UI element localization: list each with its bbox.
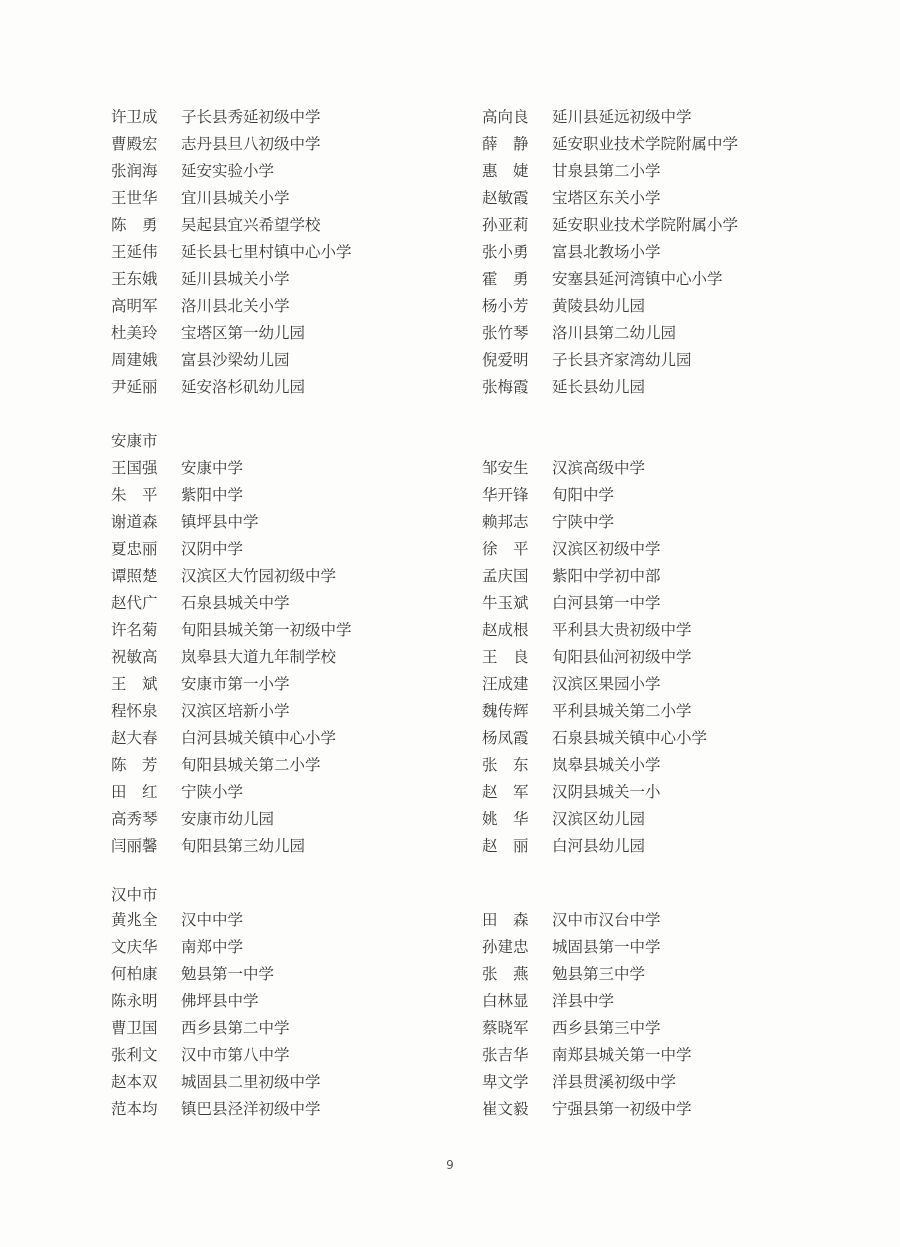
person-name: 崔文毅: [482, 1100, 529, 1118]
list-item: [482, 752, 661, 779]
school-name: 富县北教场小学: [552, 243, 661, 261]
list-row: [0, 1096, 900, 1123]
list-row: [0, 212, 900, 239]
list-item: [111, 185, 290, 212]
page-number: 9: [446, 1158, 454, 1172]
list-item: [482, 1015, 661, 1042]
section-title-ankang: 安康市: [111, 432, 158, 450]
list-item: [482, 988, 614, 1015]
school-name: 镇巴县泾洋初级中学: [181, 1100, 321, 1118]
person-name: 姚 华: [482, 810, 529, 828]
school-name: 延安洛杉矶幼儿园: [181, 378, 306, 396]
school-name: 汉中市第八中学: [181, 1046, 290, 1064]
school-name: 黄陵县幼儿园: [552, 297, 646, 315]
person-name: 王国强: [111, 459, 158, 477]
person-name: 徐 平: [482, 540, 529, 558]
list-row: [0, 131, 900, 158]
school-name: 延长县幼儿园: [552, 378, 646, 396]
school-name: 平利县大贵初级中学: [552, 621, 692, 639]
list-item: [482, 590, 661, 617]
school-name: 白河县第一中学: [552, 594, 661, 612]
list-row: [0, 185, 900, 212]
school-name: 石泉县城关镇中心小学: [552, 729, 708, 747]
school-name: 安塞县延河湾镇中心小学: [552, 270, 723, 288]
school-name: 延川县城关小学: [181, 270, 290, 288]
list-row: [0, 833, 900, 860]
list-row: [0, 293, 900, 320]
list-item: [482, 563, 661, 590]
school-name: 岚皋县大道九年制学校: [181, 648, 337, 666]
list-row: [0, 698, 900, 725]
school-name: 石泉县城关中学: [181, 594, 290, 612]
list-item: [111, 563, 336, 590]
school-name: 延长县七里村镇中心小学: [181, 243, 352, 261]
school-name: 旬阳中学: [552, 486, 615, 504]
school-name: 延安职业技术学院附属小学: [552, 216, 739, 234]
school-name: 旬阳县第三幼儿园: [181, 837, 306, 855]
person-name: 孙建忠: [482, 938, 529, 956]
person-name: 周建娥: [111, 351, 158, 369]
list-row: [0, 158, 900, 185]
list-item: [111, 934, 243, 961]
person-name: 邹安生: [482, 459, 529, 477]
list-row: [0, 725, 900, 752]
school-name: 汉滨区幼儿园: [552, 810, 646, 828]
school-name: 宁强县第一初级中学: [552, 1100, 692, 1118]
school-name: 旬阳县城关第二小学: [181, 756, 321, 774]
school-name: 志丹县旦八初级中学: [181, 135, 321, 153]
section-title-hanzhong: 汉中市: [111, 886, 158, 904]
person-name: 许名菊: [111, 621, 158, 639]
list-item: [111, 1015, 290, 1042]
person-name: 赵大春: [111, 729, 158, 747]
hanzhong-list: [0, 907, 900, 1123]
person-name: 王东娥: [111, 270, 158, 288]
list-item: [111, 590, 290, 617]
person-name: 惠 婕: [482, 162, 529, 180]
list-item: [111, 671, 290, 698]
list-item: [111, 988, 259, 1015]
list-item: [482, 104, 692, 131]
person-name: 张润海: [111, 162, 158, 180]
list-item: [482, 1042, 692, 1069]
person-name: 文庆华: [111, 938, 158, 956]
school-name: 西乡县第三中学: [552, 1019, 661, 1037]
person-name: 孙亚莉: [482, 216, 529, 234]
list-item: [111, 509, 259, 536]
list-item: [111, 806, 274, 833]
list-row: [0, 509, 900, 536]
list-item: [482, 320, 676, 347]
person-name: 赵 军: [482, 783, 529, 801]
list-row: [0, 1069, 900, 1096]
list-item: [482, 1096, 692, 1123]
school-name: 白河县城关镇中心小学: [181, 729, 337, 747]
school-name: 汉滨区大竹园初级中学: [181, 567, 337, 585]
list-item: [111, 536, 243, 563]
list-item: [482, 158, 661, 185]
person-name: 倪爱明: [482, 351, 529, 369]
list-row: [0, 806, 900, 833]
school-name: 汉中市汉台中学: [552, 911, 661, 929]
list-item: [482, 644, 692, 671]
person-name: 朱 平: [111, 486, 158, 504]
list-item: [482, 671, 661, 698]
list-item: [111, 320, 305, 347]
list-item: [111, 1096, 321, 1123]
list-row: [0, 482, 900, 509]
list-item: [111, 1042, 290, 1069]
ankang-list: [0, 455, 900, 860]
school-name: 延安实验小学: [181, 162, 275, 180]
list-item: [482, 509, 614, 536]
person-name: 牛玉斌: [482, 594, 529, 612]
list-row: [0, 104, 900, 131]
school-name: 安康中学: [181, 459, 244, 477]
list-item: [482, 1069, 676, 1096]
list-item: [482, 212, 738, 239]
list-item: [482, 833, 645, 860]
school-name: 安康市幼儿园: [181, 810, 275, 828]
school-name: 旬阳县城关第一初级中学: [181, 621, 352, 639]
list-item: [111, 961, 274, 988]
list-item: [482, 536, 661, 563]
list-item: [482, 455, 645, 482]
list-item: [111, 158, 274, 185]
list-item: [482, 907, 661, 934]
person-name: 杜美玲: [111, 324, 158, 342]
person-name: 高明军: [111, 297, 158, 315]
person-name: 高向良: [482, 108, 529, 126]
list-row: [0, 671, 900, 698]
list-item: [111, 907, 243, 934]
list-item: [111, 374, 305, 401]
school-name: 汉滨区果园小学: [552, 675, 661, 693]
person-name: 陈 勇: [111, 216, 158, 234]
list-item: [482, 482, 614, 509]
person-name: 谢道森: [111, 513, 158, 531]
person-name: 张小勇: [482, 243, 529, 261]
school-name: 宝塔区第一幼儿园: [181, 324, 306, 342]
person-name: 许卫成: [111, 108, 158, 126]
list-row: [0, 1015, 900, 1042]
school-name: 汉滨区培新小学: [181, 702, 290, 720]
person-name: 黄兆全: [111, 911, 158, 929]
school-name: 城固县第一中学: [552, 938, 661, 956]
person-name: 田 森: [482, 911, 529, 929]
school-name: 南郑中学: [181, 938, 244, 956]
list-item: [111, 293, 290, 320]
yanan-list: [0, 104, 900, 401]
school-name: 汉阴中学: [181, 540, 244, 558]
school-name: 子长县秀延初级中学: [181, 108, 321, 126]
school-name: 汉中中学: [181, 911, 244, 929]
person-name: 王世华: [111, 189, 158, 207]
school-name: 洋县贯溪初级中学: [552, 1073, 677, 1091]
list-item: [482, 617, 692, 644]
school-name: 宁陕小学: [181, 783, 244, 801]
list-item: [111, 644, 336, 671]
person-name: 赵代广: [111, 594, 158, 612]
person-name: 薛 静: [482, 135, 529, 153]
person-name: 程怀泉: [111, 702, 158, 720]
person-name: 夏忠丽: [111, 540, 158, 558]
person-name: 王延伟: [111, 243, 158, 261]
list-item: [482, 698, 692, 725]
list-row: [0, 239, 900, 266]
list-item: [482, 934, 661, 961]
list-item: [111, 833, 305, 860]
list-row: [0, 907, 900, 934]
list-item: [482, 293, 645, 320]
list-item: [482, 185, 661, 212]
school-name: 西乡县第二中学: [181, 1019, 290, 1037]
list-item: [111, 779, 243, 806]
list-item: [111, 1069, 321, 1096]
school-name: 洛川县北关小学: [181, 297, 290, 315]
list-item: [111, 131, 321, 158]
school-name: 城固县二里初级中学: [181, 1073, 321, 1091]
person-name: 霍 勇: [482, 270, 529, 288]
school-name: 子长县齐家湾幼儿园: [552, 351, 692, 369]
person-name: 白林显: [482, 992, 529, 1010]
list-row: [0, 266, 900, 293]
school-name: 紫阳中学: [181, 486, 244, 504]
school-name: 安康市第一小学: [181, 675, 290, 693]
person-name: 高秀琴: [111, 810, 158, 828]
person-name: 汪成建: [482, 675, 529, 693]
person-name: 闫丽馨: [111, 837, 158, 855]
list-item: [111, 347, 290, 374]
person-name: 陈永明: [111, 992, 158, 1010]
person-name: 赵本双: [111, 1073, 158, 1091]
list-item: [111, 617, 352, 644]
person-name: 孟庆国: [482, 567, 529, 585]
list-row: [0, 374, 900, 401]
person-name: 祝敏高: [111, 648, 158, 666]
list-item: [111, 239, 352, 266]
school-name: 洋县中学: [552, 992, 615, 1010]
list-item: [482, 131, 738, 158]
person-name: 范本均: [111, 1100, 158, 1118]
person-name: 陈 芳: [111, 756, 158, 774]
person-name: 张利文: [111, 1046, 158, 1064]
school-name: 延安职业技术学院附属中学: [552, 135, 739, 153]
person-name: 张 燕: [482, 965, 529, 983]
list-row: [0, 988, 900, 1015]
school-name: 旬阳县仙河初级中学: [552, 648, 692, 666]
school-name: 甘泉县第二小学: [552, 162, 661, 180]
person-name: 曹殿宏: [111, 135, 158, 153]
list-row: [0, 961, 900, 988]
school-name: 勉县第一中学: [181, 965, 275, 983]
list-row: [0, 536, 900, 563]
person-name: 张竹琴: [482, 324, 529, 342]
list-row: [0, 644, 900, 671]
person-name: 卑文学: [482, 1073, 529, 1091]
list-item: [111, 725, 336, 752]
list-row: [0, 320, 900, 347]
person-name: 魏传辉: [482, 702, 529, 720]
person-name: 赵敏霞: [482, 189, 529, 207]
person-name: 赖邦志: [482, 513, 529, 531]
person-name: 尹延丽: [111, 378, 158, 396]
person-name: 赵 丽: [482, 837, 529, 855]
list-item: [482, 374, 645, 401]
list-item: [111, 212, 321, 239]
school-name: 白河县幼儿园: [552, 837, 646, 855]
person-name: 曹卫国: [111, 1019, 158, 1037]
list-row: [0, 563, 900, 590]
school-name: 吴起县宜兴希望学校: [181, 216, 321, 234]
list-item: [482, 725, 707, 752]
list-item: [111, 104, 321, 131]
school-name: 汉滨高级中学: [552, 459, 646, 477]
list-item: [482, 347, 692, 374]
list-row: [0, 934, 900, 961]
school-name: 汉滨区初级中学: [552, 540, 661, 558]
person-name: 杨凤霞: [482, 729, 529, 747]
list-item: [111, 698, 290, 725]
list-item: [482, 239, 661, 266]
school-name: 勉县第三中学: [552, 965, 646, 983]
school-name: 洛川县第二幼儿园: [552, 324, 677, 342]
school-name: 平利县城关第二小学: [552, 702, 692, 720]
person-name: 王 良: [482, 648, 529, 666]
list-row: [0, 1042, 900, 1069]
person-name: 张 东: [482, 756, 529, 774]
school-name: 汉阴县城关一小: [552, 783, 661, 801]
person-name: 王 斌: [111, 675, 158, 693]
school-name: 宜川县城关小学: [181, 189, 290, 207]
list-row: [0, 752, 900, 779]
list-row: [0, 779, 900, 806]
list-item: [111, 455, 243, 482]
person-name: 蔡晓军: [482, 1019, 529, 1037]
person-name: 赵成根: [482, 621, 529, 639]
school-name: 紫阳中学初中部: [552, 567, 661, 585]
list-row: [0, 455, 900, 482]
list-item: [111, 752, 321, 779]
list-item: [482, 779, 661, 806]
list-row: [0, 590, 900, 617]
list-item: [111, 266, 290, 293]
list-item: [482, 961, 645, 988]
school-name: 富县沙梁幼儿园: [181, 351, 290, 369]
list-item: [482, 806, 645, 833]
list-item: [111, 482, 243, 509]
school-name: 镇坪县中学: [181, 513, 259, 531]
person-name: 田 红: [111, 783, 158, 801]
school-name: 佛坪县中学: [181, 992, 259, 1010]
school-name: 宝塔区东关小学: [552, 189, 661, 207]
person-name: 张梅霞: [482, 378, 529, 396]
school-name: 岚皋县城关小学: [552, 756, 661, 774]
person-name: 杨小芳: [482, 297, 529, 315]
school-name: 南郑县城关第一中学: [552, 1046, 692, 1064]
person-name: 谭照楚: [111, 567, 158, 585]
person-name: 张吉华: [482, 1046, 529, 1064]
list-row: [0, 347, 900, 374]
person-name: 何柏康: [111, 965, 158, 983]
list-row: [0, 617, 900, 644]
person-name: 华开锋: [482, 486, 529, 504]
school-name: 延川县延远初级中学: [552, 108, 692, 126]
school-name: 宁陕中学: [552, 513, 615, 531]
list-item: [482, 266, 723, 293]
